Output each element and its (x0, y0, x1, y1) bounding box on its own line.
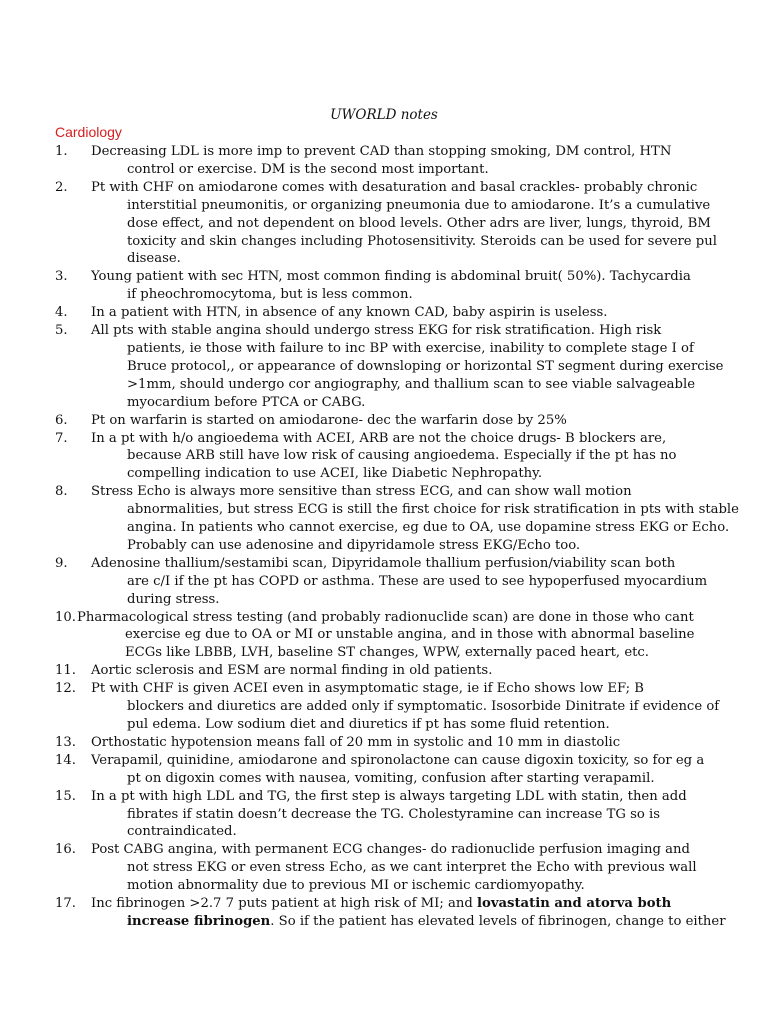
note-line: Pt on warfarin is started on amiodarone- dec the warfarin dose by 25% (91, 412, 567, 428)
bold-text: lovastatin and atorva both (477, 896, 672, 912)
note-line: toxicity and skin changes including Photosensitivity. Steroids can be used for severe pul (127, 233, 717, 249)
item-number: 2. (55, 179, 68, 195)
note-line: abnormalities, but stress ECG is still the first choice for risk stratification in pts with stable (127, 502, 739, 518)
item-number: 12. (55, 681, 76, 697)
note-line: motion abnormality due to previous MI or ischemic cardiomyopathy. (127, 878, 585, 894)
list-item (55, 430, 677, 484)
note-line: exercise eg due to OA or MI or unstable angina, and in those with abnormal baseline (125, 627, 695, 643)
list-item (55, 895, 726, 931)
note-line: myocardium before PTCA or CABG. (127, 394, 366, 410)
list-item (55, 268, 691, 304)
list-item (55, 555, 708, 609)
note-line: Pt with CHF is given ACEI even in asymptomatic stage, ie if Echo shows low EF; B (91, 681, 644, 697)
note-line: dose effect, and not dependent on blood levels. Other adrs are liver, lungs, thyroid, BM (127, 215, 711, 231)
note-line: Bruce protocol,, or appearance of downsloping or horizontal ST segment during exercise (127, 358, 724, 374)
note-line: control or exercise. DM is the second most important. (127, 161, 489, 177)
list-item (55, 609, 695, 663)
note-line: compelling indication to use ACEI, like Diabetic Nephropathy. (127, 466, 543, 482)
item-number: 9. (55, 555, 68, 571)
note-line: In a patient with HTN, in absence of any known CAD, baby aspirin is useless. (91, 305, 608, 321)
item-number: 15. (55, 788, 76, 804)
item-number: 7. (55, 430, 68, 446)
note-line: >1mm, should undergo cor angiography, and thallium scan to see viable salvageable (127, 376, 695, 392)
item-number: 4. (55, 305, 68, 321)
list-item (55, 734, 655, 752)
note-line: Probably can use adenosine and dipyridamole stress EKG/Echo too. (127, 537, 581, 553)
list-item (55, 841, 697, 895)
item-number: 5. (55, 323, 68, 339)
note-line: angina. In patients who cannot exercise, eg due to OA, use dopamine stress EKG or Echo. (127, 520, 730, 536)
note-line: during stress. (127, 591, 220, 607)
note-line: not stress EKG or even stress Echo, as we cant interpret the Echo with previous wall (127, 860, 697, 876)
note-line: Orthostatic hypotension means fall of 20 mm in systolic and 10 mm in diastolic (91, 734, 621, 750)
note-line: disease. (127, 251, 181, 267)
note-line: fibrates if statin doesn’t decrease the TG. Cholestyramine can increase TG so is (127, 806, 661, 822)
item-number: 17. (55, 896, 76, 912)
note-line: Young patient with sec HTN, most common finding is abdominal bruit( 50%). Tachycardia (91, 269, 691, 285)
note-line: pt on digoxin comes with nausea, vomiting, confusion after starting verapamil. (127, 770, 655, 786)
note-line: blockers and diuretics are added only if symptomatic. Isosorbide Dinitrate if evidence of (127, 699, 720, 715)
item-number: 11. (55, 663, 76, 679)
note-line: Pt with CHF on amiodarone comes with desaturation and basal crackles- probably chronic (91, 179, 698, 195)
list-item (55, 752, 705, 788)
note-line: Aortic sclerosis and ESM are normal finding in old patients. (91, 663, 493, 679)
note-line: ECGs like LBBB, LVH, baseline ST changes, WPW, externally paced heart, etc. (125, 645, 649, 661)
note-line (91, 895, 672, 913)
note-text: Inc fibrinogen >2.7 7 puts patient at high risk of MI; and (91, 896, 478, 912)
note-line: contraindicated. (127, 824, 237, 840)
note-line: In a pt with high LDL and TG, the first step is always targeting LDL with statin, then add (91, 788, 687, 804)
notes-list (55, 143, 739, 931)
note-line: Post CABG angina, with permanent ECG changes- do radionuclide perfusion imaging and (91, 842, 690, 858)
list-item (55, 483, 739, 555)
document-title: UWORLD notes (330, 107, 438, 123)
list-item (55, 304, 655, 322)
list-item (55, 143, 672, 179)
list-item (55, 412, 655, 430)
note-line: patients, ie those with failure to inc BP with exercise, inability to complete stage I of (127, 340, 694, 356)
item-number: 14. (55, 752, 76, 768)
list-item (55, 179, 717, 269)
note-line: Pharmacological stress testing (and probably radionuclide scan) are done in those who cant (77, 609, 694, 625)
item-number: 16. (55, 842, 76, 858)
note-line: are c/I if the pt has COPD or asthma. These are used to see hypoperfused myocardium (127, 573, 708, 589)
note-text: So if the patient has elevated levels of fibrinogen, change to either (278, 913, 726, 929)
item-number: 1. (55, 144, 68, 159)
item-number: 6. (55, 412, 68, 428)
note-line: All pts with stable angina should undergo stress EKG for risk stratification. High risk (91, 323, 662, 339)
note-line: In a pt with h/o angioedema with ACEI, ARB are not the choice drugs- B blockers are, (91, 430, 667, 446)
note-line: Adenosine thallium/sestamibi scan, Dipyridamole thallium perfusion/viability scan both (91, 555, 676, 571)
item-number: 8. (55, 484, 68, 500)
list-item (55, 662, 655, 680)
note-line: increase fibrinogen. So if the patient has elevated levels of fibrinogen, change to either (127, 913, 726, 929)
note-line: if pheochromocytoma, but is less common. (127, 287, 413, 303)
bold-text: increase fibrinogen (127, 913, 271, 929)
note-line: pul edema. Low sodium diet and diuretics if pt has some fluid retention. (127, 717, 610, 732)
item-number: 10. (55, 609, 76, 625)
list-item (55, 680, 720, 734)
note-line: Decreasing LDL is more imp to prevent CAD than stopping smoking, DM control, HTN (91, 144, 672, 159)
note-line: because ARB still have low risk of causing angioedema. Especially if the pt has no (127, 448, 677, 464)
list-item (55, 322, 724, 412)
note-line: Verapamil, quinidine, amiodarone and spironolactone can cause digoxin toxicity, so for eg a (91, 752, 705, 768)
section-heading-cardiology: Cardiology (55, 124, 122, 140)
note-line: interstitial pneumonitis, or organizing pneumonia due to amiodarone. It’s a cumulative (127, 197, 711, 213)
item-number: 3. (55, 269, 68, 285)
item-number: 13. (55, 734, 76, 750)
note-line: Stress Echo is always more sensitive than stress ECG, and can show wall motion (91, 484, 632, 500)
list-item (55, 788, 687, 842)
